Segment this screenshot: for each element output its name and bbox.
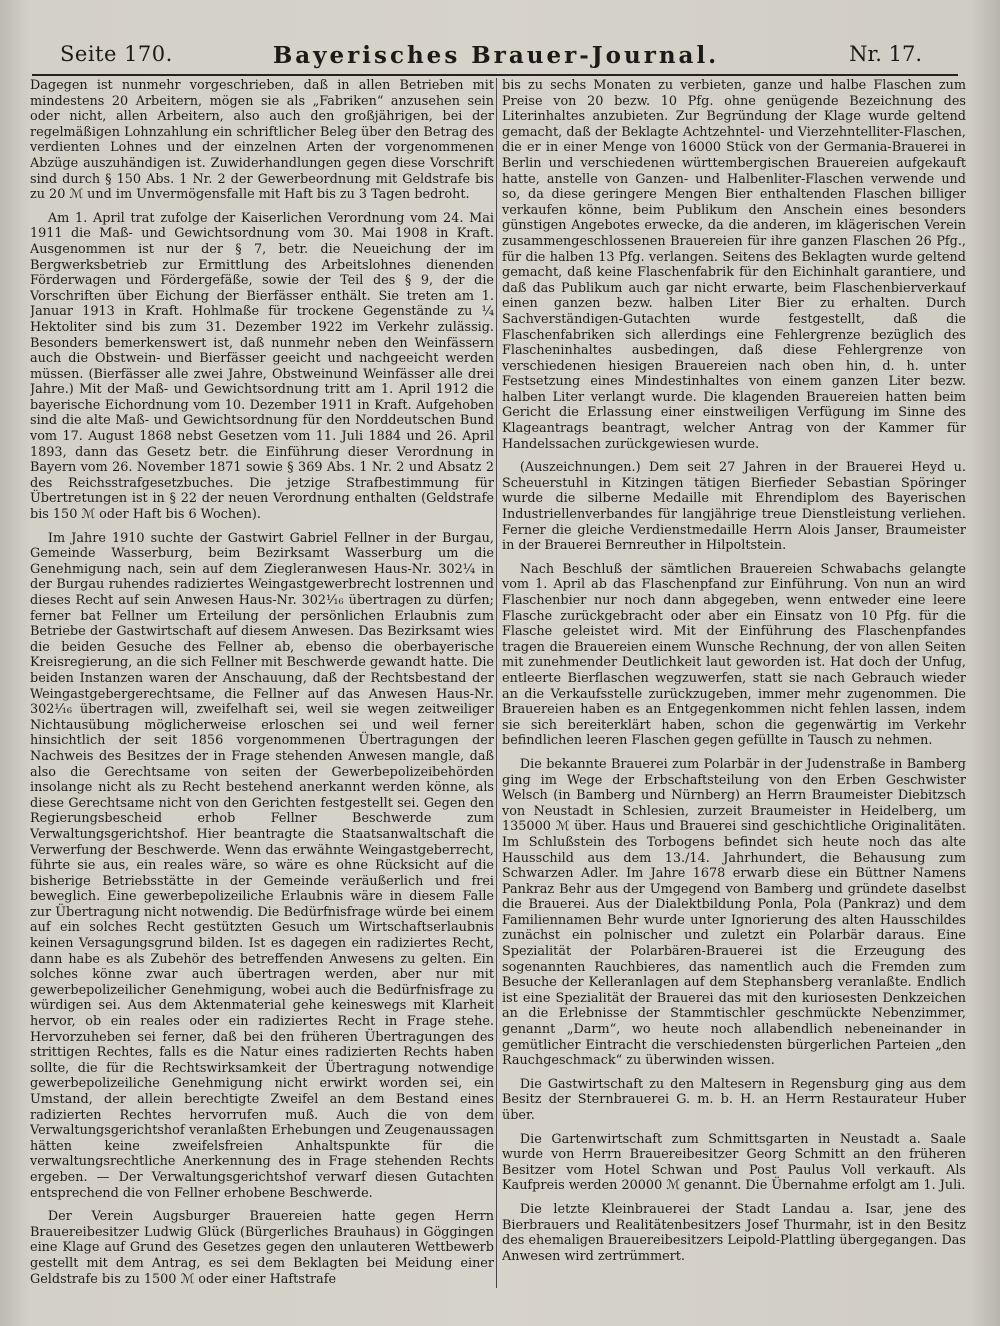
article-landau-brewery: Die letzte Kleinbrauerei der Stadt Landau a. Isar, jene des Bierbrauers und Realitätenbesitzers Josef Thurmahr, ist in den Besitz des ehemaligen Brauereibesitzers Leipold-Plattling übergegangen. Das Anwesen wird zertrümmert. [502,1201,966,1264]
page-header [40,42,952,70]
article-awards: (Auszeichnungen.) Dem seit 27 Jahren in der Brauerei Heyd u. Scheuerstuhl in Kitzingen tätigen Bierfieder Sebastian Spöringer wurde die silberne Medaille mit Ehrendiplom des Bayerischen Industriellenverbandes für langjährige treue Dienstleistung verliehen. Ferner die gleiche Verdienstmedaille Herrn Alois Janser, Braumeister in der Brauerei Bernreuther in Hilpoltstein. [502,460,966,554]
article-fellner-case: Im Jahre 1910 suchte der Gastwirt Gabriel Fellner in der Burgau, Gemeinde Wasserburg, beim Bezirksamt Wasserburg um die Genehmigung nach, sein auf dem Ziegleranwesen Haus-Nr. 302¼ in der Burgau ruhendes radiziertes Weingastgewerbrecht lostrennen und dieses Recht auf sein Anwesen Haus-Nr. 302¹⁄₁₆ übertragen zu dürfen; ferner bat Fellner um Erteilung der persönlichen Erlaubnis zum Betriebe der Gastwirtschaft auf diesem Anwesen. Das Bezirksamt wies die beiden Gesuche des Fellner ab, ebenso die oberbayerische Kreisregierung, an die sich Fellner mit Beschwerde gewandt hatte. Die beiden Instanzen waren der Anschauung, daß der Rechtsbestand der Weingastgebergerechtsame, die Fellner auf das Anwesen Haus-Nr. 302¹⁄₁₆ übertragen will, zweifelhaft sei, weil sie wegen zeitweiliger Nichtausübung möglicherweise erloschen sei und weil ferner hinsichtlich der seit 1856 vorgenommenen Übertragungen der Nachweis des Besitzes der in Frage stehenden Anwesen mangle, daß also die Gerechtsame von seiten der Gewerbepolizeibehörden insolange nicht als zu Recht bestehend anerkannt werden könne, als diese Gerechtsame nicht von den Gerichten festgestellt sei. Gegen den Regierungsbescheid erhob Fellner Beschwerde zum Verwaltungsgerichtshof. Hier beantragte die Staatsanwaltschaft die Verwerfung der Beschwerde. Wenn das erwähnte Weingastgeberrecht, führte sie aus, ein reales wäre, so wäre es ohne Rücksicht auf die bisherige Betriebsstätte in der Gemeinde veräußerlich und frei beweglich. Eine gewerbepolizeiliche Erlaubnis wäre in diesem Falle zur Übertragung nicht notwendig. Die Bedürfnisfrage würde bei einem auf ein solches Recht gestützten Gesuch um Wirtschaftserlaubnis keinen Versagungsgrund bilden. Ist es dagegen ein radiziertes Recht, dann habe es als Zubehör des betreffenden Anwesens zu gelten. Ein solches könne zwar auch übertragen werden, aber nur mit gewerbepolizeilicher Genehmigung, wobei auch die Bedürfnisfrage zu würdigen sei. Aus dem Aktenmaterial gehe keineswegs mit Klarheit hervor, ob ein reales oder ein radiziertes Recht in Frage stehe. Hervorzuheben sei ferner, daß bei den früheren Übertragungen des strittigen Rechtes, falls es die Natur eines radizierten Rechts haben sollte, die für die Rechtswirksamkeit der Übertragung notwendige gewerbepolizeiliche Genehmigung nicht erwirkt worden sei, ein Umstand, der allein berechtigte Zweifel an dem Bestand eines radizierten Rechtes hervorrufen muß. Auch die von dem Verwaltungsgerichtshof veranlaßten Erhebungen und Zeugenaussagen hätten keine zweifelsfreien Anhaltspunkte für die verwaltungsrechtliche Anerkennung des in Frage stehenden Rechts ergeben. — Der Verwaltungsgerichtshof verwarf diesen Gutachten entsprechend die von Fellner erhobene Beschwerde. [30,530,494,1201]
header-rule [32,74,958,76]
page-number: Seite 170. [60,42,173,66]
article-augsburg-lawsuit: Der Verein Augsburger Brauereien hatte gegen Herrn Brauereibesitzer Ludwig Glück (Bürgerliches Brauhaus) in Göggingen eine Klage auf Grund des Gesetzes gegen den unlauteren Wettbewerb gestellt mit dem Antrag, es sei dem Beklagten bei Meidung einer Geldstrafe bis zu 1500 ℳ oder einer Haftstrafe [30,1209,494,1287]
article-wage-slips: Dagegen ist nunmehr vorgeschrieben, daß in allen Betrieben mit mindestens 20 Arbeitern, mögen sie als „Fabriken“ anzusehen sein oder nicht, allen Arbeitern, also auch den großjährigen, bei der regelmäßigen Lohnzahlung ein schriftlicher Beleg über den Betrag des verdienten Lohnes und der einzelnen Arten der vorgenommenen Abzüge auszuhändigen ist. Zuwiderhandlungen gegen diese Vorschrift sind durch § 150 Abs. 1 Nr. 2 der Gewerbeordnung mit Geldstrafe bis zu 20 ℳ und im Unvermögensfalle mit Haft bis zu 3 Tagen bedroht. [30,78,494,203]
journal-title: Bayerisches Brauer-Journal. [272,42,720,69]
left-column [30,78,494,1288]
article-schmittsgarten: Die Gartenwirtschaft zum Schmittsgarten in Neustadt a. Saale wurde von Herrn Brauereibesitzer Georg Schmitt an den früheren Besitzer vom Hotel Schwan und Post Paulus Voll verkauft. Als Kaufpreis werden 20000 ℳ genannt. Die Übernahme erfolgt am 1. Juli. [502,1131,966,1194]
column-divider [496,78,497,1288]
article-augsburg-lawsuit-continued: bis zu sechs Monaten zu verbieten, ganze und halbe Flaschen zum Preise von 20 bezw. 10 Pfg. ohne genügende Bezeichnung des Literinhaltes anzubieten. Zur Begründung der Klage wurde geltend gemacht, daß der Beklagte Achtzehntel- und Vierzehntelliter-Flaschen, die er in einer Menge von 16000 Stück von der Germania-Brauerei in Berlin und verschiedenen württembergischen Brauereien aufgekauft hatte, anstelle von Ganzen- und Halbenliter-Flaschen verwende und so, da diese geringere Mengen Bier enthaltenden Flaschen billiger verkaufen könne, beim Publikum den Anschein eines besonders günstigen Angebotes erwecke, da die anderen, im klägerischen Verein zusammengeschlossenen Brauereien für ihre ganzen Flaschen 26 Pfg., für die halben 13 Pfg. verlangen. Seitens des Beklagten wurde geltend gemacht, daß keine Flaschenfabrik für den Eichinhalt garantiere, und daß das Publikum auch gar nicht erwarte, beim Flaschenbierverkauf einen ganzen bezw. halben Liter Bier zu erhalten. Durch Sachverständigen-Gutachten wurde festgestellt, daß die Flaschenfabriken sich allerdings eine Fehlergrenze bezüglich des Flascheninhaltes ausbedingen, daß diese Fehlergrenze von verschiedenen hiesigen Brauereien nach oben hin, d. h. unter Festsetzung eines Mindestinhaltes von einem ganzen Liter bezw. halben Liter verlangt wurde. Die klagenden Brauereien hatten beim Gericht die Erlassung einer einstweiligen Verfügung im Sinne des Klageantrags beantragt, welcher Antrag von der Kammer für Handelssachen zurückgewiesen wurde. [502,78,966,452]
right-column [502,78,966,1288]
article-weights-measures: Am 1. April trat zufolge der Kaiserlichen Verordnung vom 24. Mai 1911 die Maß- und Gewichtsordnung vom 30. Mai 1908 in Kraft. Ausgenommen ist nur der § 7, betr. die Neueichung der im Bergwerksbetrieb zur Ermittlung des Arbeitslohnes dienenden Förderwagen und Fördergefäße, sowie der Teil des § 9, der die Vorschriften über Eichung der Bierfässer enthält. Sie treten am 1. Januar 1913 in Kraft. Hohlmaße für trockene Gegenstände zu ¼ Hektoliter sind bis zum 31. Dezember 1922 im Verkehr zulässig. Besonders bemerkenswert ist, daß nunmehr neben den Weinfässern auch die Obstwein- und Bierfässer geeicht und nachgeeicht werden müssen. (Bierfässer alle zwei Jahre, Obstweinund Weinfässer alle drei Jahre.) Mit der Maß- und Gewichtsordnung tritt am 1. April 1912 die bayerische Eichordnung vom 10. Dezember 1911 in Kraft. Aufgehoben sind die alte Maß- und Gewichtsordnung für den Norddeutschen Bund vom 17. August 1868 nebst Gesetzen vom 11. Juli 1884 und 26. April 1893, dann das Gesetz betr. die Einführung dieser Verordnung in Bayern vom 26. November 1871 sowie § 369 Abs. 1 Nr. 2 und Absatz 2 des Reichsstrafgesetzbuches. Die jetzige Strafbestimmung für Übertretungen ist in § 22 der neuen Verordnung enthalten (Geldstrafe bis 150 ℳ oder Haft bis 6 Wochen). [30,210,494,523]
issue-number: Nr. 17. [849,42,922,66]
article-polarbaer-brewery: Die bekannte Brauerei zum Polarbär in der Judenstraße in Bamberg ging im Wege der Erbschaftsteilung von den Erben Geschwister Welsch (in Bamberg und Nürnberg) an Herrn Braumeister Diebitzsch von Neustadt in Schlesien, zurzeit Braumeister in Heidelberg, um 135000 ℳ über. Haus und Brauerei sind geschichtliche Originalitäten. Im Schlußstein des Torbogens befindet sich heute noch das alte Hausschild aus dem 13./14. Jahrhundert, die Behausung zum Schwarzen Adler. Im Jahre 1678 erwarb diese ein Büttner Namens Pankraz Behr aus der Umgegend von Bamberg und gründete daselbst die Brauerei. Aus der Dialektbildung Ponla, Pola (Pankraz) und dem Familiennamen Behr wurde unter Ignorierung des alten Hausschildes zunächst ein polnischer und zuletzt ein Polarbär daraus. Eine Spezialität der Polarbären-Brauerei ist die Erzeugung des sogenannten Rauchbieres, das namentlich auch die Fremden zum Besuche der Kelleranlagen auf dem Stephansberg veranlaßte. Endlich ist eine Spezialität der Brauerei das mit den kuriosesten Denkzeichen an die Erlebnisse der Stammtischler geschmückte Nebenzimmer, genannt „Darm“, wo heute noch allabendlich nebeneinander in gemütlicher Eintracht die verschiedensten bürgerlichen Parteien „den Rauchgeschmack“ zu überwinden wissen. [502,756,966,1069]
article-malteser-inn: Die Gastwirtschaft zu den Maltesern in Regensburg ging aus dem Besitz der Sternbrauerei G. m. b. H. an Herrn Restaurateur Huber über. [502,1076,966,1123]
article-bottle-deposit: Nach Beschluß der sämtlichen Brauereien Schwabachs gelangte vom 1. April ab das Flaschenpfand zur Einführung. Von nun an wird Flaschenbier nur noch dann abgegeben, wenn entweder eine leere Flasche zurückgebracht oder aber ein Einsatz von 10 Pfg. für die Flasche geleistet wird. Mit der Einführung des Flaschenpfandes tragen die Brauereien einem Wunsche Rechnung, der von allen Seiten mit zunehmender Deutlichkeit laut geworden ist. Hat doch der Unfug, entleerte Bierflaschen wegzuwerfen, statt sie nach Gebrauch wieder an die Verkaufsstelle zurückzugeben, immer mehr zugenommen. Die Brauereien haben es an Entgegenkommen nicht fehlen lassen, indem sie sich bereiterklärt haben, schon die gegenwärtig im Verkehr befindlichen leeren Flaschen gegen gefüllte in Tausch zu nehmen. [502,561,966,749]
